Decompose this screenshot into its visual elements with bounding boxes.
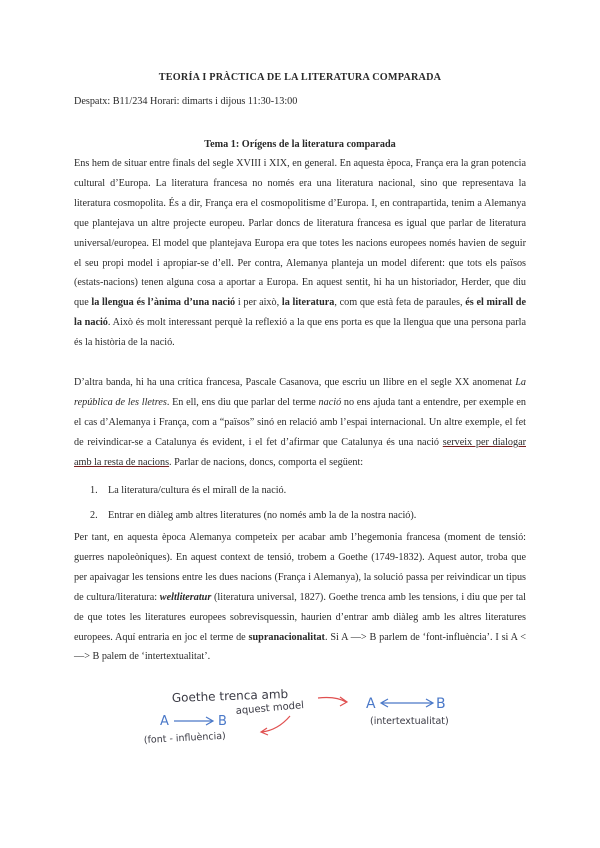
letter-a-right: A	[366, 696, 376, 712]
text-run: . Això és molt interessant perquè la reflexió a la que ens porta es que la llengua que una persona parla és la història de la nació.	[74, 317, 526, 349]
section-title: Tema 1: Orígens de la literatura comparada	[204, 139, 396, 150]
paragraph-goethe	[74, 528, 526, 667]
bold-term: supranacionalitat	[248, 631, 325, 643]
list-text: Entrar en diàleg amb altres literatures (no només amb la de la nostra nació).	[108, 510, 417, 521]
paragraph-origins	[74, 154, 526, 353]
letter-a-left: A	[160, 714, 169, 729]
handwritten-model-line: aquest model	[235, 700, 305, 717]
text-run: no ens ajuda tant a entendre, per exemple en el cas d’Alemanya i França, com a “països” sinó en relació amb l’espai internacional. Un altre exemple, el fet de reivindicar-se a Catalunya és evident, i el fet d’afirmar que Catalunya és una nació	[74, 396, 526, 448]
italic-title: La república de les lletres	[74, 377, 526, 408]
bold-phrase: és el mirall de la nació	[74, 297, 526, 329]
bold-italic-term: weltliteratur	[159, 591, 212, 603]
italic-term: nació	[318, 396, 342, 408]
list-item	[74, 478, 526, 503]
red-curve-arrow-icon	[262, 716, 290, 732]
text-run: . Si A —> B parlem de ‘font-influència’. I si A <—> B palem de ‘intertextualitat’.	[74, 631, 527, 663]
text-run: D’altra banda, hi ha una crítica francesa, Pascale Casanova, que escriu un llibre en el segle XX anomenat	[74, 377, 516, 388]
text-run: , com que està feta de paraules,	[334, 297, 466, 309]
handwritten-diagram	[140, 680, 480, 752]
office-hours: Despatx: B11/234 Horari: dimarts i dijous 11:30-13:00	[74, 96, 298, 107]
list-item	[74, 503, 526, 528]
document-title: TEORÍA I PRÀCTICA DE LA LITERATURA COMPARADA	[158, 72, 442, 83]
paragraph-casanova	[74, 373, 526, 473]
text-run: i per això,	[235, 297, 282, 309]
text-run: Per tant, en aquesta època Alemanya competeix per acabar amb l’hegemonia francesa (moment de tensió: guerres napoleòniques). En aquest context de tensió, trobem a Goethe (1749-1832). Aquest autor, troba que per apaivagar les tensions entre les dues nacions (França i Alemanya), la solució passa per reivindicar un tipus de cultura/literatura:	[74, 532, 526, 603]
bold-phrase: la literatura	[281, 297, 335, 309]
text-run: Ens hem de situar entre finals del segle XVIII i XIX, en general. En aquesta època, França era la gran potencia cultural d’Europa. La literatura francesa no només era una literatura nacional, sino que representava la literatura cosmopolita. És a dir, França era el cosmopolitisme d’Europa. I, en contrapartida, tenim a Alemanya que plantejava un altre projecte europeu. Parlar doncs de literatura francesa es igual que parlar de literatura universal/europea. El model que plantejava Europa era que totes les nacions europees només havien de seguir el seu propi model i apropiar-se d’ell. Per contra, Alemanya planteja un model diferent: que tots els països (estats-nacions) tenen alguna cosa a aportar a Europa. En aquest sentit, hi ha un historiador, Herder, que diu que	[74, 158, 526, 309]
list-text: La literatura/cultura és el mirall de la nació.	[108, 485, 287, 496]
handwritten-goethe-line: Goethe trenca amb	[171, 686, 289, 705]
numbered-list	[74, 478, 526, 528]
text-run: (literatura universal, 1827). Goethe trenca amb les tensions, i diu que per tal de que totes les literatures europees sobrevisquessin, haurien d’entrar amb diàleg amb les altres literatures europees. Aquí entraria en joc el terme de	[74, 591, 526, 643]
list-number: 1.	[90, 485, 98, 496]
text-run: . En ell, ens diu que parlar del terme	[166, 396, 319, 408]
text-run: . Parlar de nacions, doncs, comporta el següent:	[169, 456, 364, 468]
label-font-influencia: (font - influència)	[143, 730, 227, 746]
bold-phrase: la llengua és l’ànima d’una nació	[91, 297, 236, 309]
list-number: 2.	[90, 510, 98, 521]
letter-b-right: B	[436, 696, 446, 712]
red-arrowhead-right-icon	[340, 697, 347, 706]
letter-b-left: B	[218, 714, 227, 729]
label-intertextualitat: (intertextualitat)	[370, 716, 449, 727]
underlined-phrase: serveix per dialogar amb la resta de nacions	[74, 436, 526, 468]
